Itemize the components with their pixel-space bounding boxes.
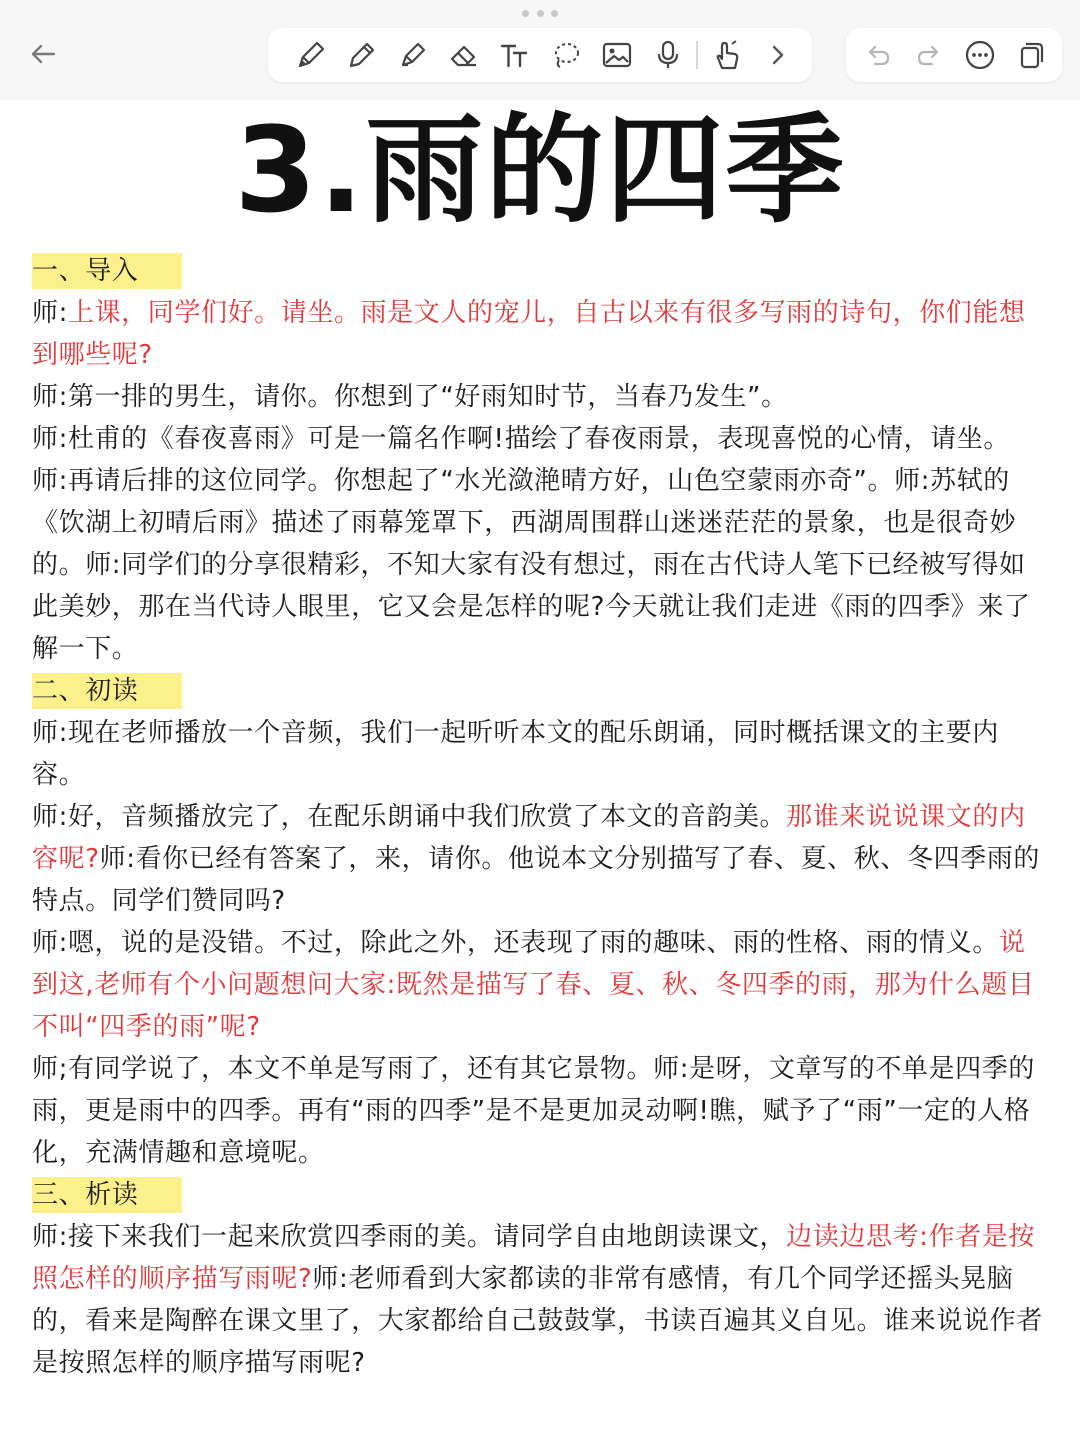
paragraph: 师:上课，同学们好。请坐。雨是文人的宠儿，自古以来有很多写雨的诗句，你们能想到哪些呢?	[32, 298, 1026, 370]
image-icon	[600, 38, 634, 72]
more-tools-button[interactable]	[755, 32, 801, 78]
app-toolbar	[0, 0, 1080, 100]
pen-icon	[294, 38, 328, 72]
paragraph: 师:第一排的男生，请你。你想到了“好雨知时节，当春乃发生”。	[32, 382, 788, 412]
image-tool-button[interactable]	[594, 32, 640, 78]
more-icon	[964, 39, 996, 71]
microphone-tool-button[interactable]	[645, 32, 691, 78]
redo-button[interactable]	[906, 32, 952, 78]
red-highlight-text: 那谁来说说课文的内容呢?	[32, 802, 1026, 874]
paragraph: 师:现在老师播放一个音频，我们一起听听本文的配乐朗诵，同时概括课文的主要内容。	[32, 718, 999, 790]
section-heading-intro: 一、导入	[32, 253, 182, 289]
pages-icon	[1015, 39, 1047, 71]
red-highlight-text: 上课，同学们好。请坐。雨是文人的宠儿，自古以来有很多写雨的诗句，你们能想到哪些呢?	[32, 298, 1026, 370]
eraser-tool-button[interactable]	[441, 32, 487, 78]
page-title: 3.雨的四季	[234, 101, 846, 239]
paragraph: 师;有同学说了，本文不单是写雨了，还有其它景物。师:是呀，文章写的不单是四季的雨，更是雨中的四季。再有“雨的四季”是不是更加灵动啊!瞧，赋予了“雨”一定的人格化，充满情趣和意境呢。	[32, 1054, 1035, 1168]
red-highlight-text: 说到这,老师有个小问题想问大家:既然是描写了春、夏、秋、冬四季的雨，那为什么题目不叫“四季的雨”呢?	[32, 928, 1035, 1042]
hand-pointer-icon	[710, 38, 744, 72]
lasso-icon	[549, 38, 583, 72]
microphone-icon	[651, 38, 685, 72]
red-highlight-text: 边读边思考:作者是按照怎样的顺序描写雨呢?	[32, 1222, 1035, 1294]
text-tool-button[interactable]	[492, 32, 538, 78]
text-tool-icon	[498, 38, 532, 72]
section-heading-analysis: 三、析读	[32, 1177, 182, 1213]
note-body	[32, 250, 1052, 1384]
toolbar-divider	[696, 41, 698, 69]
redo-icon	[913, 39, 945, 71]
chevron-right-icon	[761, 38, 795, 72]
ballpoint-tool-button[interactable]	[339, 32, 385, 78]
tool-palette	[268, 28, 812, 82]
window-grabber[interactable]	[522, 8, 558, 18]
highlighter-icon	[396, 38, 430, 72]
paragraph: 师:好，音频播放完了，在配乐朗诵中我们欣赏了本文的音韵美。那谁来说说课文的内容呢?师:看你已经有答案了，来，请你。他说本文分别描写了春、夏、秋、冬四季雨的特点。同学们赞同吗?	[32, 802, 1040, 916]
history-and-menu	[846, 28, 1062, 82]
paragraph: 师:再请后排的这位同学。你想起了“水光潋滟晴方好，山色空蒙雨亦奇”。师:苏轼的《饮湖上初晴后雨》描述了雨幕笼罩下，西湖周围群山迷迷茫茫的景象，也是很奇妙的。师:同学们的分享很精彩，不知大家有没有想过，雨在古代诗人笔下已经被写得如此美妙，那在当代诗人眼里，它又会是怎样的呢?今天就让我们走进《雨的四季》来了解一下。	[32, 466, 1031, 664]
eraser-icon	[447, 38, 481, 72]
highlighter-tool-button[interactable]	[390, 32, 436, 78]
lasso-tool-button[interactable]	[543, 32, 589, 78]
hand-tool-button[interactable]	[704, 32, 750, 78]
pages-button[interactable]	[1008, 32, 1054, 78]
paragraph: 师:嗯，说的是没错。不过，除此之外，还表现了雨的趣味、雨的性格、雨的情义。说到这,老师有个小问题想问大家:既然是描写了春、夏、秋、冬四季的雨，那为什么题目不叫“四季的雨”呢?	[32, 928, 1035, 1042]
pen-icon	[345, 38, 379, 72]
undo-button[interactable]	[855, 32, 901, 78]
undo-icon	[862, 39, 894, 71]
arrow-left-icon	[28, 39, 58, 69]
back-button[interactable]	[18, 30, 68, 78]
paragraph: 师:杜甫的《春夜喜雨》可是一篇名作啊!描绘了春夜雨景，表现喜悦的心情，请坐。	[32, 424, 1010, 454]
section-heading-first-reading: 二、初读	[32, 673, 182, 709]
more-menu-button[interactable]	[957, 32, 1003, 78]
paragraph: 师:接下来我们一起来欣赏四季雨的美。请同学自由地朗读课文，边读边思考:作者是按照怎样的顺序描写雨呢?师:老师看到大家都读的非常有感情，有几个同学还摇头晃脑的，看来是陶醉在课文里了，大家都给自己鼓鼓掌，书读百遍其义自见。谁来说说作者是按照怎样的顺序描写雨呢?	[32, 1222, 1043, 1378]
pen-tool-button[interactable]	[288, 32, 334, 78]
